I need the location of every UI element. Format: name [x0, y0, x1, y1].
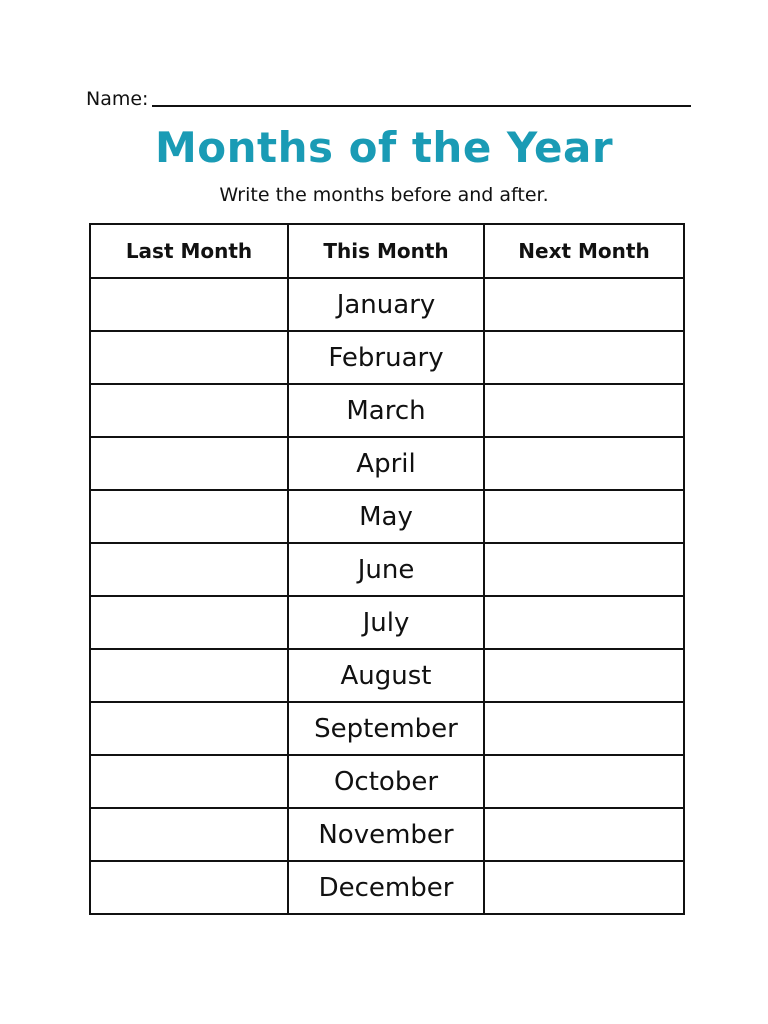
next-month-cell[interactable]: [484, 702, 684, 755]
table-row: [90, 755, 684, 808]
page-title: Months of the Year: [154, 123, 614, 172]
table-row: [90, 437, 684, 490]
table-row: [90, 490, 684, 543]
last-month-cell[interactable]: [90, 490, 288, 543]
next-month-cell[interactable]: [484, 755, 684, 808]
last-month-cell[interactable]: [90, 278, 288, 331]
instructions: Write the months before and after.: [219, 184, 549, 206]
header-last-month: Last Month: [90, 224, 288, 278]
next-month-cell[interactable]: [484, 596, 684, 649]
name-writing-line[interactable]: [152, 105, 691, 107]
this-month-cell: March: [288, 384, 484, 437]
next-month-cell[interactable]: [484, 649, 684, 702]
table-row: [90, 331, 684, 384]
table-row: [90, 861, 684, 914]
next-month-cell[interactable]: [484, 808, 684, 861]
next-month-cell[interactable]: [484, 384, 684, 437]
next-month-cell[interactable]: [484, 437, 684, 490]
header-row: [90, 224, 684, 278]
next-month-cell[interactable]: [484, 331, 684, 384]
last-month-cell[interactable]: [90, 702, 288, 755]
next-month-cell[interactable]: [484, 543, 684, 596]
last-month-cell[interactable]: [90, 384, 288, 437]
this-month-cell: November: [288, 808, 484, 861]
this-month-cell: October: [288, 755, 484, 808]
header-this-month: This Month: [288, 224, 484, 278]
table-row: [90, 808, 684, 861]
this-month-cell: December: [288, 861, 484, 914]
next-month-cell[interactable]: [484, 278, 684, 331]
this-month-cell: July: [288, 596, 484, 649]
this-month-cell: June: [288, 543, 484, 596]
table-row: [90, 543, 684, 596]
this-month-cell: January: [288, 278, 484, 331]
table-row: [90, 596, 684, 649]
last-month-cell[interactable]: [90, 808, 288, 861]
this-month-cell: August: [288, 649, 484, 702]
months-table: [89, 223, 685, 915]
this-month-cell: February: [288, 331, 484, 384]
this-month-cell: May: [288, 490, 484, 543]
last-month-cell[interactable]: [90, 331, 288, 384]
table-row: [90, 649, 684, 702]
table-row: [90, 278, 684, 331]
name-label: Name:: [86, 88, 149, 110]
months-table-container: [89, 223, 683, 915]
last-month-cell[interactable]: [90, 543, 288, 596]
header-next-month: Next Month: [484, 224, 684, 278]
last-month-cell[interactable]: [90, 755, 288, 808]
last-month-cell[interactable]: [90, 649, 288, 702]
last-month-cell[interactable]: [90, 861, 288, 914]
this-month-cell: September: [288, 702, 484, 755]
next-month-cell[interactable]: [484, 490, 684, 543]
name-row: [86, 86, 691, 110]
this-month-cell: April: [288, 437, 484, 490]
next-month-cell[interactable]: [484, 861, 684, 914]
table-row: [90, 702, 684, 755]
table-row: [90, 384, 684, 437]
last-month-cell[interactable]: [90, 596, 288, 649]
last-month-cell[interactable]: [90, 437, 288, 490]
